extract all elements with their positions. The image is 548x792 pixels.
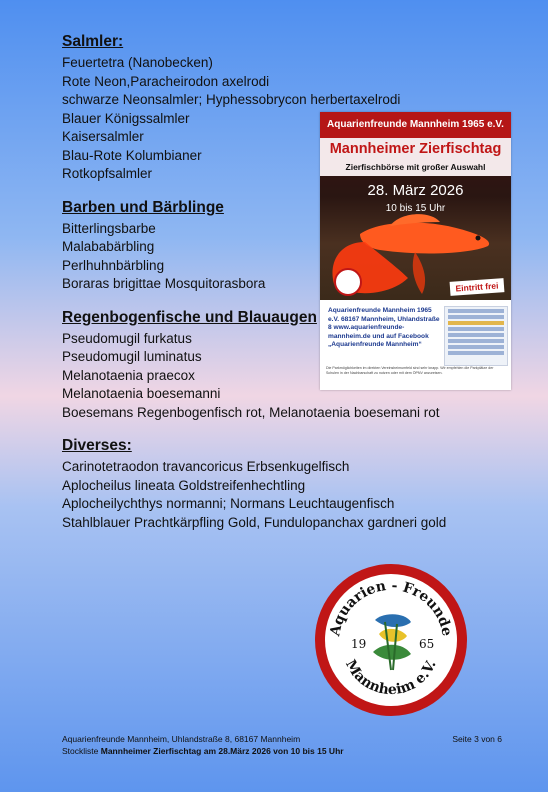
footer-address: Aquarienfreunde Mannheim, Uhlandstraße 8, 68167 Mannheim [62,734,301,744]
list-item: Boesemans Regenbogenfisch rot, Melanotaenia boesemani rot [62,404,440,420]
footer-stock-event: Mannheimer Zierfischtag am 28.März 2026 von 10 bis 15 Uhr [100,746,344,756]
list-item: Bitterlingsbarbe [62,220,156,236]
list-item: Kaisersalmler [62,129,144,144]
list-item: Pseudomugil furkatus [62,330,192,346]
list-item: Carinotetraodon travancoricus Erbsenkugelfisch [62,459,350,474]
logo-year-left: 19 [351,637,367,651]
list-item: Aplocheilus lineata Goldstreifenhechtling [62,477,306,493]
list-item: Rotkopfsalmler [62,166,153,181]
flyer-subtitle: Zierfischbörse mit großer Auswahl [320,160,511,176]
list-item: Feuertetra (Nanobecken) [62,55,213,70]
section-heading: Diverses: [62,437,132,454]
flyer-club-name: Aquarienfreunde Mannheim 1965 e.V. [320,112,511,138]
flyer-info-text: Aquarienfreunde Mannheim 1965 e.V. 68167 Mannheim, Uhlandstraße 8 www.aquarienfreunde-mannheim.de und auf Facebook „Aquarienfreunde Mannheim“ [328,307,440,349]
flyer-schedule-table [444,306,508,366]
list-item: Blau-Rote Kolumbianer [62,147,202,163]
footer-stock-prefix: Stockliste [62,746,101,756]
admission-badge: Eintritt frei [450,278,505,296]
list-item: Melanotaenia praecox [62,367,195,383]
section-heading: Barben und Bärblinge [62,198,224,216]
flyer-parking-note: Die Parkmöglichkeiten im direkten Vereinsheimumfeld sind sehr knapp. Wir empfehlen die Parkplätze der Schulen in der Nachbarschaft zu nutzen oder mit dem ÖPNV anzureisen. [326,366,494,375]
list-item: Pseudomugil luminatus [62,349,202,364]
flyer-time: 10 bis 15 Uhr [385,203,446,214]
list-item: Aplocheilychthys normanni; Normans Leuchtaugenfisch [62,496,395,511]
list-item: Perlhuhnbärbling [62,257,165,273]
event-flyer [320,112,511,390]
flyer-title: Mannheimer Zierfischtag [320,138,511,160]
list-item: schwarze Neonsalmler; Hyphessobrycon herbertaxelrodi [62,92,401,107]
section-heading: Regenbogenfische und Blauaugen [62,308,317,326]
list-item: Malababärbling [62,239,155,254]
small-club-logo [334,268,362,296]
list-item: Rote Neon,Paracheirodon axelrodi [62,73,270,89]
flyer-poster [320,112,511,300]
logo-bottom-text: Mannheim e.V. [342,657,440,699]
logo-year-right: 65 [419,637,435,651]
section-diverses [62,436,532,532]
list-item: Stahlblauer Prachtkärpfling Gold, Fundulopanchax gardneri gold [62,514,447,530]
flyer-date: 28. März 2026 [367,182,464,199]
page-footer [62,733,502,757]
club-logo [313,562,469,718]
list-item: Melanotaenia boesemanni [62,386,221,401]
list-item: Boraras brigittae Mosquitorasbora [62,276,266,291]
logo-top-text: Aquarien - Freunde [327,577,455,638]
page-number: Seite 3 von 6 [452,734,502,744]
list-item: Blauer Königssalmler [62,110,190,126]
section-heading: Salmler: [62,33,124,50]
flyer-info [320,300,511,390]
